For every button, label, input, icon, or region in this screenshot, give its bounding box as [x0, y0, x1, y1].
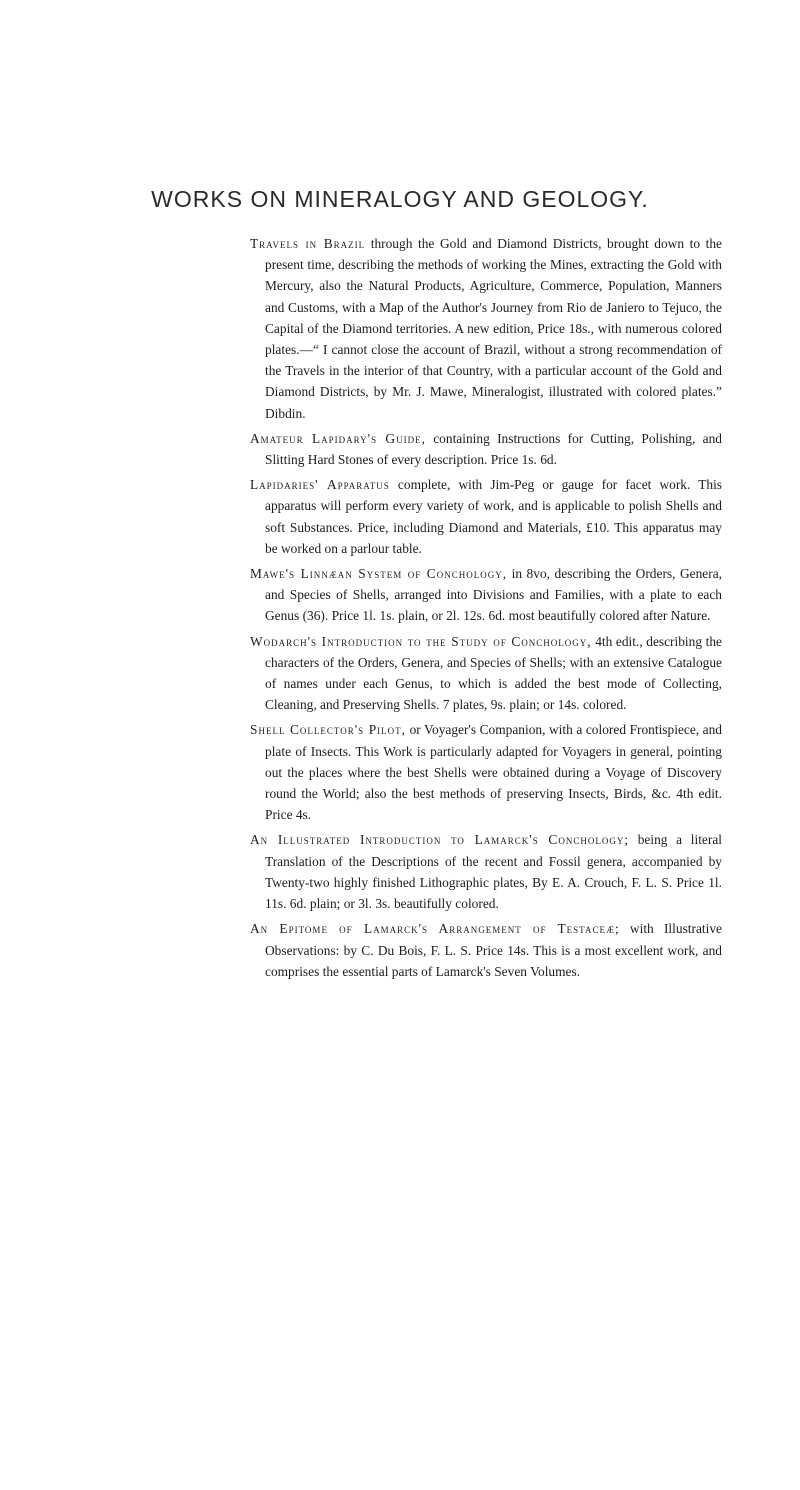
- book-description: being a literal Translation of the Descriptions of the recent and Fossil genera, accompanied by Twenty-two highly finished Lithographic plates, By E. A. Crouch, F. L. S. Price 1l. 11s. 6d. plain; or 3l. 3s. beautifully colored.: [265, 832, 722, 912]
- book-title: Wodarch's Introduction to the Study of Conchology,: [250, 633, 592, 649]
- book-description: complete, with Jim-Peg or gauge for facet work. This apparatus will perform every variety of work, and is applicable to polish Shells and soft Substances. Price, including Diamond and Materials, £10. This apparatus may be worked on a parlour table.: [265, 477, 722, 556]
- book-entry-shell-collector: [250, 719, 722, 825]
- book-description: containing Instructions for Cutting, Polishing, and Slitting Hard Stones of every description. Price 1s. 6d.: [265, 430, 722, 468]
- book-title: An Illustrated Introduction to Lamarck's Conchology;: [250, 832, 630, 848]
- book-entry-illustrated-lamarck: [250, 829, 722, 914]
- book-description: in 8vo, describing the Orders, Genera, and Species of Shells, arranged into Divisions and Families, with a plate to each Genus (36). Price 1l. 1s. plain, or 2l. 12s. 6d. most beautifully colored after Nature.: [265, 566, 722, 624]
- page-title: WORKS ON MINERALOGY AND GEOLOGY.: [151, 186, 649, 212]
- book-entry-travels-in-brazil: [250, 233, 722, 424]
- book-description: 4th edit., describing the characters of the Orders, Genera, and Species of Shells; with an extensive Catalogue of names under each Genus, to which is added the best mode of Collecting, Cleaning, and Preserving Shells. 7 plates, 9s. plain; or 14s. colored.: [265, 633, 722, 713]
- book-description: or Voyager's Companion, with a colored Frontispiece, and plate of Insects. This Work is particularly adapted for Voyagers in general, pointing out the places where the best Shells were obtained during a Voyage of Discovery round the World; also the best methods of preserving Insects, Birds, &c. 4th edit. Price 4s.: [265, 722, 722, 823]
- book-title: An Epitome of Lamarck's Arrangement of Testaceæ;: [250, 921, 620, 937]
- book-title: Travels in Brazil: [250, 236, 366, 251]
- book-title: Shell Collector's Pilot,: [250, 722, 407, 738]
- book-entry-lapidaries-apparatus: [250, 474, 722, 559]
- book-title: Amateur Lapidary's Guide,: [250, 430, 426, 446]
- book-title: Mawe's Linnæan System of Conchology,: [250, 566, 508, 582]
- book-entry-epitome-lamarck: [250, 918, 722, 982]
- book-description: with Illustrative Observations: by C. Du Bois, F. L. S. Price 14s. This is a most excellent work, and comprises the essential parts of Lamarck's Seven Volumes.: [265, 921, 722, 979]
- book-entry-amateur-lapidary: [250, 428, 722, 470]
- book-title: Lapidaries' Apparatus: [250, 477, 390, 493]
- book-entry-mawe-conchology: [250, 563, 722, 627]
- book-entry-wodarch-introduction: [250, 631, 722, 716]
- book-description: through the Gold and Diamond Districts, brought down to the present time, describing the methods of working the Mines, extracting the Gold with Mercury, also the Natural Products, Agriculture, Commerce, Population, Manners and Customs, with a Map of the Author's Journey from Rio de Janiero to Tejuco, the Capital of the Diamond territories. A new edition, Price 18s., with numerous colored plates.—“ I cannot close the account of Brazil, without a strong recommendation of the Travels in the interior of that Country, with a particular account of the Gold and Diamond Districts, by Mr. J. Mawe, Mineralogist, illustrated with colored plates.” Dibdin.: [265, 236, 722, 421]
- book-list: [250, 233, 722, 986]
